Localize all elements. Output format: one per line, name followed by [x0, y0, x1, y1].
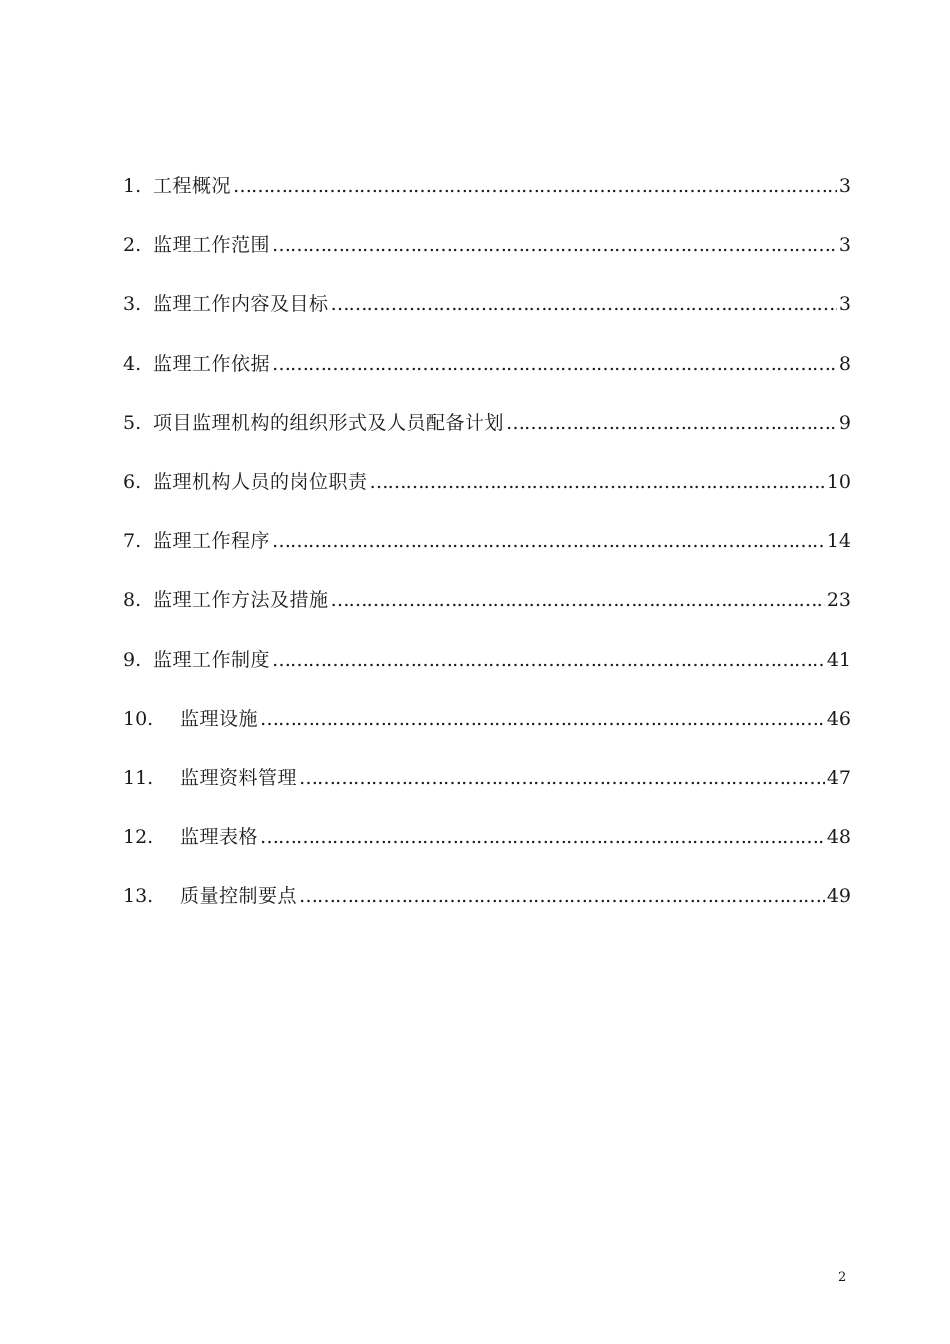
toc-entry-page: 8: [838, 352, 851, 375]
toc-entry-page: 10: [826, 470, 851, 493]
toc-entry-number: 7.: [123, 530, 142, 553]
toc-dot-leader: [272, 225, 837, 265]
toc-entry-title: 监理机构人员的岗位职责: [153, 470, 368, 493]
toc-entry-title: 监理设施: [180, 707, 259, 730]
toc-entry-title: 监理资料管理: [180, 766, 298, 789]
toc-entry-title: 质量控制要点: [180, 885, 298, 908]
toc-entry-3[interactable]: [123, 284, 851, 343]
toc-entry-number: 12.: [123, 826, 154, 849]
toc-entry-title: 项目监理机构的组织形式及人员配备计划: [153, 411, 505, 434]
toc-dot-leader: [331, 284, 837, 324]
toc-entry-number: 3.: [123, 293, 142, 316]
toc-dot-leader: [299, 758, 825, 798]
toc-entry-page: 46: [826, 707, 851, 730]
toc-entry-page: 9: [838, 411, 851, 434]
toc-entry-number: 13.: [123, 885, 154, 908]
toc-dot-leader: [260, 699, 825, 739]
toc-dot-leader: [299, 876, 825, 916]
toc-entry-1[interactable]: [123, 166, 851, 225]
toc-entry-title: 监理工作范围: [153, 234, 271, 257]
toc-entry-10[interactable]: [123, 699, 851, 758]
page-number: 2: [838, 1270, 847, 1285]
toc-entry-page: 3: [838, 293, 851, 316]
toc-entry-page: 3: [838, 175, 851, 197]
toc-entry-6[interactable]: [123, 462, 851, 521]
toc-entry-page: 23: [826, 589, 851, 612]
toc-entry-number: 5.: [123, 411, 142, 434]
toc-dot-leader: [331, 580, 825, 620]
toc-entry-page: 3: [838, 234, 851, 257]
toc-entry-page: 47: [826, 766, 851, 789]
toc-entry-number: 8.: [123, 589, 142, 612]
toc-entry-9[interactable]: [123, 640, 851, 699]
toc-entry-title: 监理工作制度: [153, 648, 271, 671]
toc-entry-12[interactable]: [123, 817, 851, 876]
toc-entry-title: 监理工作方法及措施: [153, 589, 329, 612]
toc-entry-title: 监理工作内容及目标: [153, 293, 329, 316]
toc-entry-13[interactable]: [123, 876, 851, 935]
toc-entry-number: 4.: [123, 352, 142, 375]
toc-entry-number: 1.: [123, 175, 142, 197]
toc-entry-number: 2.: [123, 234, 142, 257]
toc-entry-7[interactable]: [123, 521, 851, 580]
toc-dot-leader: [370, 462, 825, 502]
toc-entry-page: 14: [826, 530, 851, 553]
toc-entry-8[interactable]: [123, 580, 851, 639]
toc-dot-leader: [272, 344, 837, 384]
toc-dot-leader: [272, 640, 825, 680]
toc-entry-title: 监理表格: [180, 826, 259, 849]
toc-dot-leader: [260, 817, 825, 857]
toc-entry-title: 监理工作程序: [153, 530, 271, 553]
table-of-contents: [123, 166, 851, 935]
toc-entry-title: 工程概况: [153, 175, 232, 197]
toc-entry-number: 9.: [123, 648, 142, 671]
toc-entry-title: 监理工作依据: [153, 352, 271, 375]
toc-entry-5[interactable]: [123, 403, 851, 462]
toc-entry-number: 10.: [123, 707, 154, 730]
toc-entry-11[interactable]: [123, 758, 851, 817]
toc-entry-number: 11.: [123, 766, 154, 789]
toc-entry-page: 41: [826, 648, 851, 671]
toc-dot-leader: [233, 166, 837, 206]
toc-entry-page: 49: [826, 885, 851, 908]
toc-dot-leader: [506, 403, 837, 443]
toc-dot-leader: [272, 521, 825, 561]
toc-entry-number: 6.: [123, 470, 142, 493]
toc-entry-2[interactable]: [123, 225, 851, 284]
toc-entry-page: 48: [826, 826, 851, 849]
toc-entry-4[interactable]: [123, 344, 851, 403]
